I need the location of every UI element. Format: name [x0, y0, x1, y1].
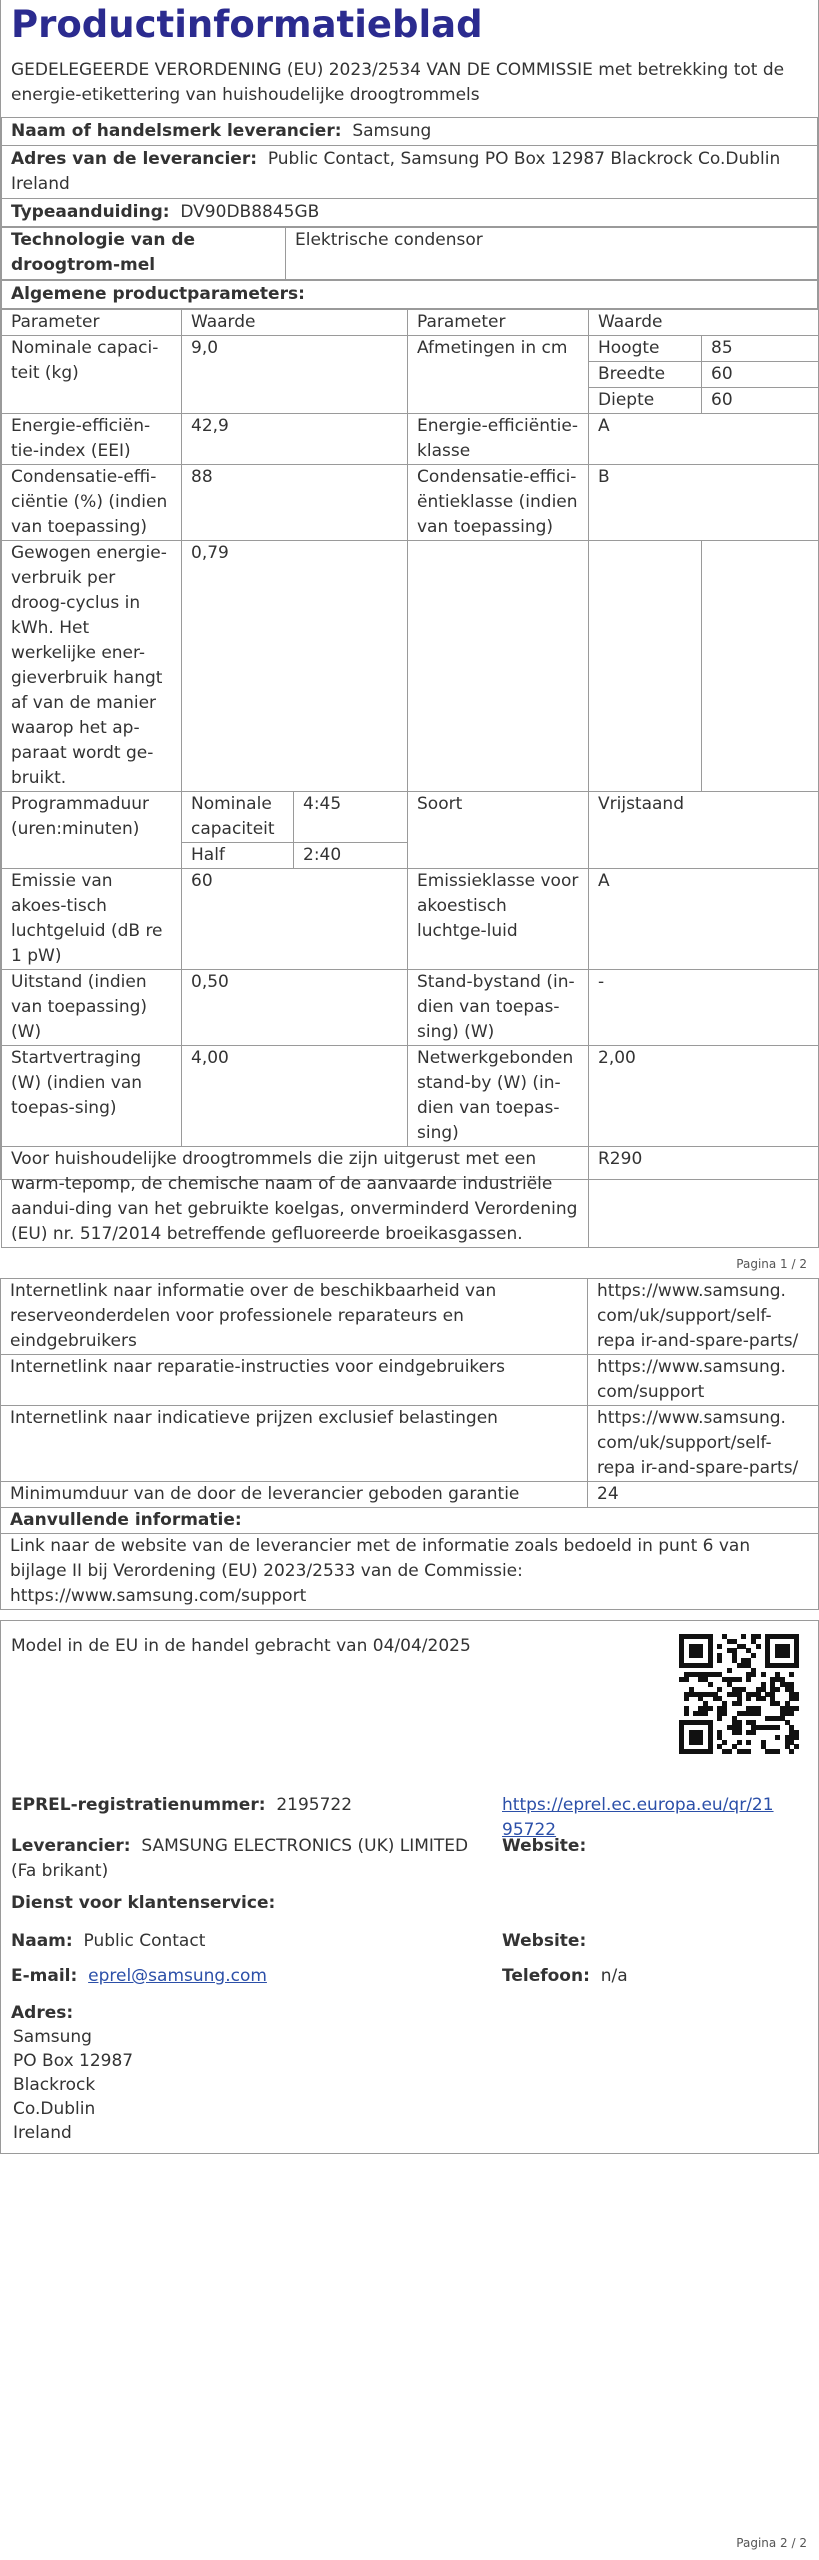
qr-module [684, 1677, 689, 1682]
spare-parts-link[interactable]: https://www.samsung. com/uk/support/self-repa ir-and-spare-parts/ [588, 1279, 819, 1355]
qr-module [727, 1749, 732, 1754]
qr-module [751, 1730, 756, 1735]
eclass-value: A [589, 414, 819, 465]
qr-module [794, 1696, 799, 1701]
page-title: Productinformatieblad [11, 3, 483, 46]
brand-label: Naam of handelsmerk leverancier: [11, 121, 342, 141]
qr-module [751, 1653, 756, 1658]
website2-label: Website: [502, 1931, 587, 1951]
qr-module [785, 1653, 790, 1658]
noise-value: 60 [182, 869, 408, 970]
customer-service-label: Dienst voor klantenservice: [11, 1893, 276, 1913]
warranty-value: 24 [588, 1482, 819, 1508]
height-value: 85 [702, 336, 819, 362]
qr-module [722, 1711, 727, 1716]
cclass-label: Condensatie-effici-ëntieklasse (indien van toepassing) [408, 465, 589, 541]
market-date-text: Model in de EU in de handel gebracht van 04/04/2025 [11, 1636, 471, 1656]
depth-value: 60 [702, 388, 819, 414]
hdr-param-1: Parameter [2, 310, 182, 336]
repair-instructions-link[interactable]: https://www.samsung. com/support [588, 1355, 819, 1406]
netstandby-label: Netwerkgebonden stand-by (W) (in-dien van toepas-sing) [408, 1046, 589, 1147]
qr-module [722, 1740, 727, 1745]
phone-value: n/a [600, 1966, 628, 1986]
general-params-header [1, 280, 818, 309]
spare-parts-label: Internetlink naar informatie over de beschikbaarheid van reserveonderdelen voor professionele reparateurs en eindgebruikers [1, 1279, 588, 1355]
supplier-table [1, 117, 818, 227]
prices-label: Internetlink naar indicatieve prijzen exclusief belastingen [1, 1406, 588, 1482]
off-value: 0,50 [182, 970, 408, 1046]
repair-instructions-label: Internetlink naar reparatie-instructies voor eindgebruikers [1, 1355, 588, 1406]
qr-module [756, 1711, 761, 1716]
supplier-link-text: Link naar de website van de leverancier met de informatie zoals bedoeld in punt 6 van bijlage II bij Verordening (EU) 2023/2533 van de Commissie: https://www.samsung.com/support [1, 1534, 819, 1610]
eprel-reg-value: 2195722 [276, 1795, 353, 1815]
email-link[interactable]: eprel@samsung.com [88, 1966, 267, 1986]
address-line: Ireland [13, 2123, 72, 2143]
address-label: Adres van de leverancier: [11, 149, 258, 169]
heatpump-value: R290 [589, 1147, 819, 1248]
address-row [2, 146, 818, 199]
qr-module [703, 1711, 708, 1716]
cond-label: Condensatie-effi-ciëntie (%) (indien van toepassing) [2, 465, 182, 541]
qr-module [789, 1749, 794, 1754]
qr-module [717, 1658, 722, 1663]
hdr-value-1: Waarde [182, 310, 408, 336]
qr-module [727, 1668, 732, 1673]
qr-module [746, 1740, 751, 1745]
netstandby-value: 2,00 [589, 1046, 819, 1147]
repair-info-table [0, 1278, 819, 1610]
hdr-param-2: Parameter [408, 310, 589, 336]
off-label: Uitstand (indien van toepassing) (W) [2, 970, 182, 1046]
qr-module [761, 1696, 766, 1701]
brand-row [2, 118, 818, 146]
page-number-1: Pagina 1 / 2 [736, 1257, 807, 1271]
noiseclass-value: A [589, 869, 819, 970]
weighted-label: Gewogen energie-verbruik per droog-cyclus in kWh. Het werkelijke ener-gieverbruik hangt af van de manier waarop het ap-paraat wordt ge-bruikt. [2, 541, 182, 792]
email-label: E-mail: [11, 1966, 78, 1986]
qr-module [717, 1716, 722, 1721]
product-info-sheet [0, 0, 819, 1244]
qr-module [775, 1749, 780, 1754]
delay-value: 4,00 [182, 1046, 408, 1147]
qr-module [741, 1634, 746, 1639]
qr-module [698, 1653, 703, 1658]
eei-value: 42,9 [182, 414, 408, 465]
empty-cell [702, 541, 819, 792]
type-label: Typeaanduiding: [11, 202, 170, 222]
qr-module [708, 1682, 713, 1687]
params-table [1, 309, 819, 1248]
qr-module [756, 1644, 761, 1649]
address-line: Co.Dublin [13, 2099, 96, 2119]
regulation-subtitle: GEDELEGEERDE VERORDENING (EU) 2023/2534 VAN DE COMMISSIE met betrekking tot de energie-etikettering van huishoudelijke droogtrommels [11, 60, 785, 105]
duration-label: Programmaduur (uren:minuten) [2, 792, 182, 869]
qr-module [794, 1706, 799, 1711]
nominal-value: 4:45 [294, 792, 408, 843]
warranty-label: Minimumduur van de door de leverancier geboden garantie [1, 1482, 588, 1508]
qr-module [794, 1663, 799, 1668]
qr-module [708, 1749, 713, 1754]
qr-module [746, 1749, 751, 1754]
qr-module [775, 1735, 780, 1740]
width-value: 60 [702, 362, 819, 388]
type-row [2, 199, 818, 227]
qr-module [746, 1677, 751, 1682]
qr-module [737, 1701, 742, 1706]
sort-label: Soort [408, 792, 589, 869]
qr-module [708, 1706, 713, 1711]
extra-info-label: Aanvullende informatie: [1, 1508, 819, 1534]
name-value: Public Contact [83, 1931, 206, 1951]
qr-module [708, 1663, 713, 1668]
qr-code-icon[interactable] [679, 1634, 799, 1754]
dims-label: Afmetingen in cm [408, 336, 589, 414]
width-label: Breedte [589, 362, 702, 388]
qr-module [717, 1687, 722, 1692]
eprel-reg-label: EPREL-registratienummer: [11, 1795, 266, 1815]
empty-cell [589, 541, 702, 792]
noise-label: Emissie van akoes-tisch luchtgeluid (dB re 1 pW) [2, 869, 182, 970]
qr-module [756, 1634, 761, 1639]
prices-link[interactable]: https://www.samsung. com/uk/support/self-repa ir-and-spare-parts/ [588, 1406, 819, 1482]
qr-module [698, 1740, 703, 1745]
address-line: Blackrock [13, 2075, 96, 2095]
qr-module [761, 1672, 766, 1677]
half-value: 2:40 [294, 843, 408, 869]
capacity-value: 9,0 [182, 336, 408, 414]
eprel-qr-link[interactable]: https://eprel.ec.europa.eu/qr/21 95722 [502, 1795, 774, 1840]
type-value: DV90DB8845GB [180, 202, 320, 222]
weighted-value: 0,79 [182, 541, 408, 792]
eprel-box [0, 1620, 819, 2154]
address-line: Samsung [13, 2027, 92, 2047]
cclass-value: B [589, 465, 819, 541]
heatpump-label: Voor huishoudelijke droogtrommels die zijn uitgerust met een warm-tepomp, de chemische naam of de aanvaarde industriële aandui-ding van het gebruikte koelgas, onverminderd Verordening (EU) nr. 517/2014 betreffende gefluoreerde broeikasgassen. [2, 1147, 589, 1248]
standby-value: - [589, 970, 819, 1046]
qr-module [717, 1644, 722, 1649]
cond-value: 88 [182, 465, 408, 541]
qr-module [789, 1672, 794, 1677]
qr-module [737, 1677, 742, 1682]
qr-module [684, 1696, 689, 1701]
page-number-2: Pagina 2 / 2 [736, 2536, 807, 2550]
qr-module [775, 1725, 780, 1730]
phone-label: Telefoon: [502, 1966, 590, 1986]
qr-module [684, 1711, 689, 1716]
qr-module [794, 1735, 799, 1740]
technology-label: Technologie van de droogtrom-mel [2, 228, 286, 280]
eclass-label: Energie-efficiëntie-klasse [408, 414, 589, 465]
qr-module [775, 1687, 780, 1692]
nominal-label: Nominale capaciteit [182, 792, 294, 843]
website-label: Website: [502, 1836, 587, 1856]
name-label: Naam: [11, 1931, 73, 1951]
qr-module [737, 1730, 742, 1735]
qr-module [737, 1740, 742, 1745]
supplier-value: SAMSUNG ELECTRONICS (UK) LIMITED (Fa brikant) [11, 1836, 469, 1881]
supplier-label: Leverancier: [11, 1836, 131, 1856]
depth-label: Diepte [589, 388, 702, 414]
half-label: Half [182, 843, 294, 869]
qr-module [789, 1711, 794, 1716]
address-block-label: Adres: [11, 2003, 74, 2023]
hdr-value-2: Waarde [589, 310, 819, 336]
noiseclass-label: Emissieklasse voor akoestisch luchtge-luid [408, 869, 589, 970]
qr-module [746, 1696, 751, 1701]
standby-label: Stand-bystand (in-dien van toepas-sing) (W) [408, 970, 589, 1046]
delay-label: Startvertraging (W) (indien van toepas-sing) [2, 1046, 182, 1147]
qr-module [794, 1744, 799, 1749]
capacity-label: Nominale capaci-teit (kg) [2, 336, 182, 414]
height-label: Hoogte [589, 336, 702, 362]
empty-cell [408, 541, 589, 792]
technology-table [1, 227, 818, 280]
brand-value: Samsung [352, 121, 432, 141]
address-line: PO Box 12987 [13, 2051, 134, 2071]
eei-label: Energie-efficiën-tie-index (EEI) [2, 414, 182, 465]
qr-module [751, 1672, 756, 1677]
general-params-label: Algemene productparameters: [2, 281, 818, 309]
sort-value: Vrijstaand [589, 792, 819, 869]
technology-value: Elektrische condensor [286, 228, 818, 280]
address-value: Public Contact, Samsung PO Box 12987 Blackrock Co.Dublin Ireland [11, 149, 781, 194]
